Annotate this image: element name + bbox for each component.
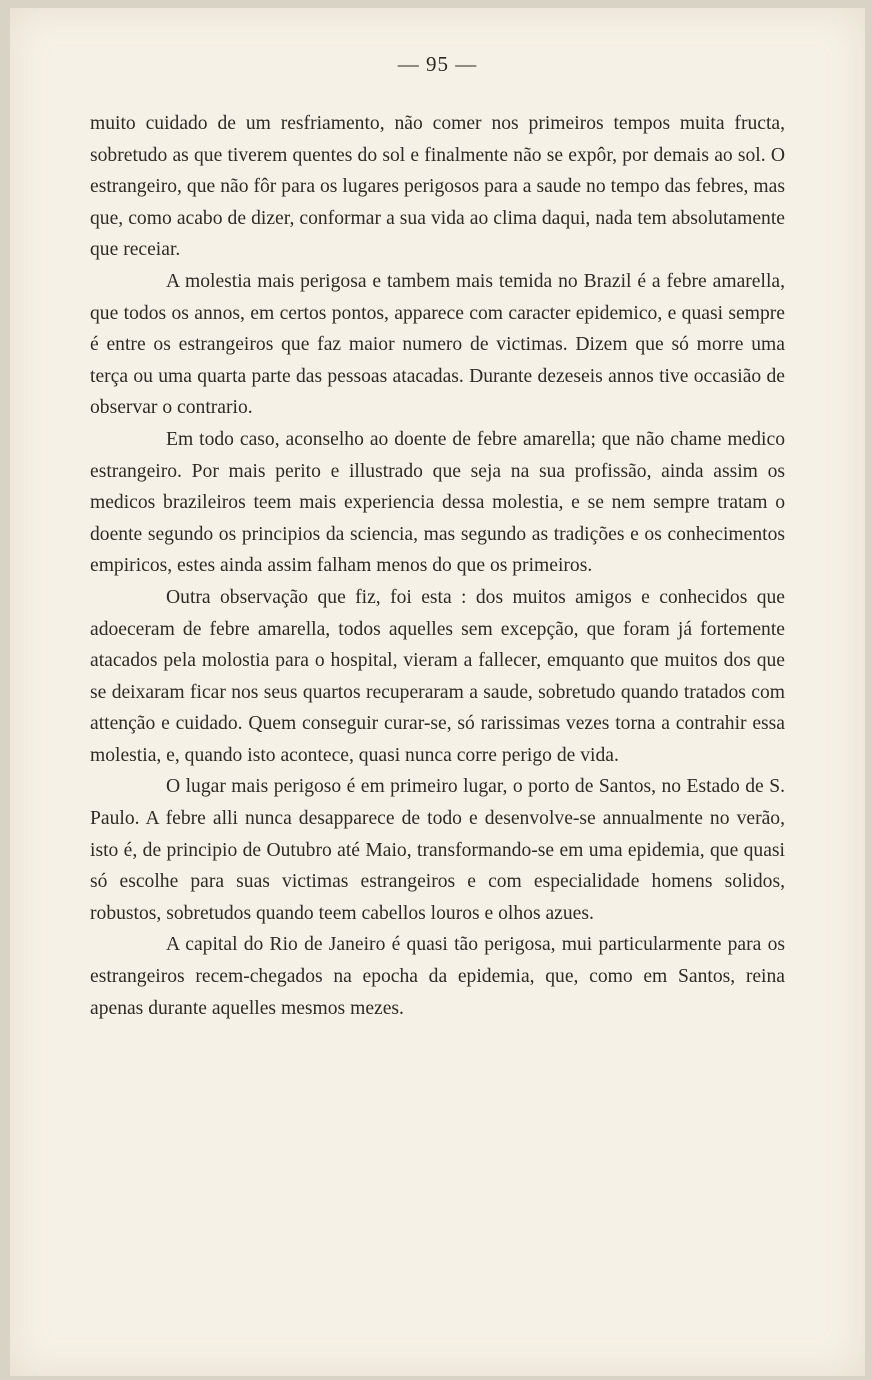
paragraph-3: Em todo caso, aconselho ao doente de febre amarella; que não chame medico estrangeiro. Por mais perito e illustrado que seja na sua profissão, ainda assim os medicos brazileiros teem mais experiencia dessa molestia, e se nem sempre tratam o doente segundo os principios da sciencia, mas segundo as tradições e os conhecimentos empiricos, estes ainda assim falham menos do que os primeiros. xyxy=(90,428,785,577)
paragraph-6: A capital do Rio de Janeiro é quasi tão perigosa, mui particularmente para os estrangeiros recem-chegados na epocha da epidemia, que, como em Santos, reina apenas durante aquelles mesmos mezes. xyxy=(90,934,785,1019)
paragraph-5: O lugar mais perigoso é em primeiro lugar, o porto de Santos, no Estado de S. Paulo. A febre alli nunca desapparece de todo e desenvolve-se annualmente no verão, isto é, de principio de Outubro até Maio, transformando-se em uma epidemia, que quasi só escolhe para suas victimas estrangeiros e com especialidade homens solidos, robustos, sobretudos quando teem cabellos louros e olhos azues. xyxy=(90,776,785,924)
paragraph-1: muito cuidado de um resfriamento, não comer nos primeiros tempos muita fructa, sobretudo as que tiverem quentes do sol e finalmente não se expôr, por demais ao sol. O estrangeiro, que não fôr para os lugares perigosos para a saude no tempo das febres, mas que, como acabo de dizer, conformar a sua vida ao clima daqui, nada tem absolutamente que receiar. xyxy=(90,113,785,261)
paragraph-4: Outra observação que fiz, foi esta : dos muitos amigos e conhecidos que adoeceram de febre amarella, todos aquelles sem excepção, que foram já fortemente atacados pela molostia para o hospital, vieram a fallecer, emquanto que muitos dos que se deixaram ficar nos seus quartos recuperaram a saude, sobretudo quando tratados com attenção e cuidado. Quem conseguir curar-se, só rarissimas vezes torna a contrahir essa molestia, e, quando isto acontece, quasi nunca corre perigo de vida. xyxy=(90,586,785,766)
paragraph-2: A molestia mais perigosa e tambem mais temida no Brazil é a febre amarella, que todos os annos, em certos pontos, apparece com caracter epidemico, e quasi sempre é entre os estrangeiros que faz maior numero de victimas. Dizem que só morre uma terça ou uma quarta parte das pessoas atacadas. Durante dezeseis annos tive occasião de observar o contrario. xyxy=(90,270,785,419)
book-page xyxy=(10,8,865,1376)
body-text xyxy=(90,108,785,1024)
page-number: — 95 — xyxy=(397,52,478,76)
